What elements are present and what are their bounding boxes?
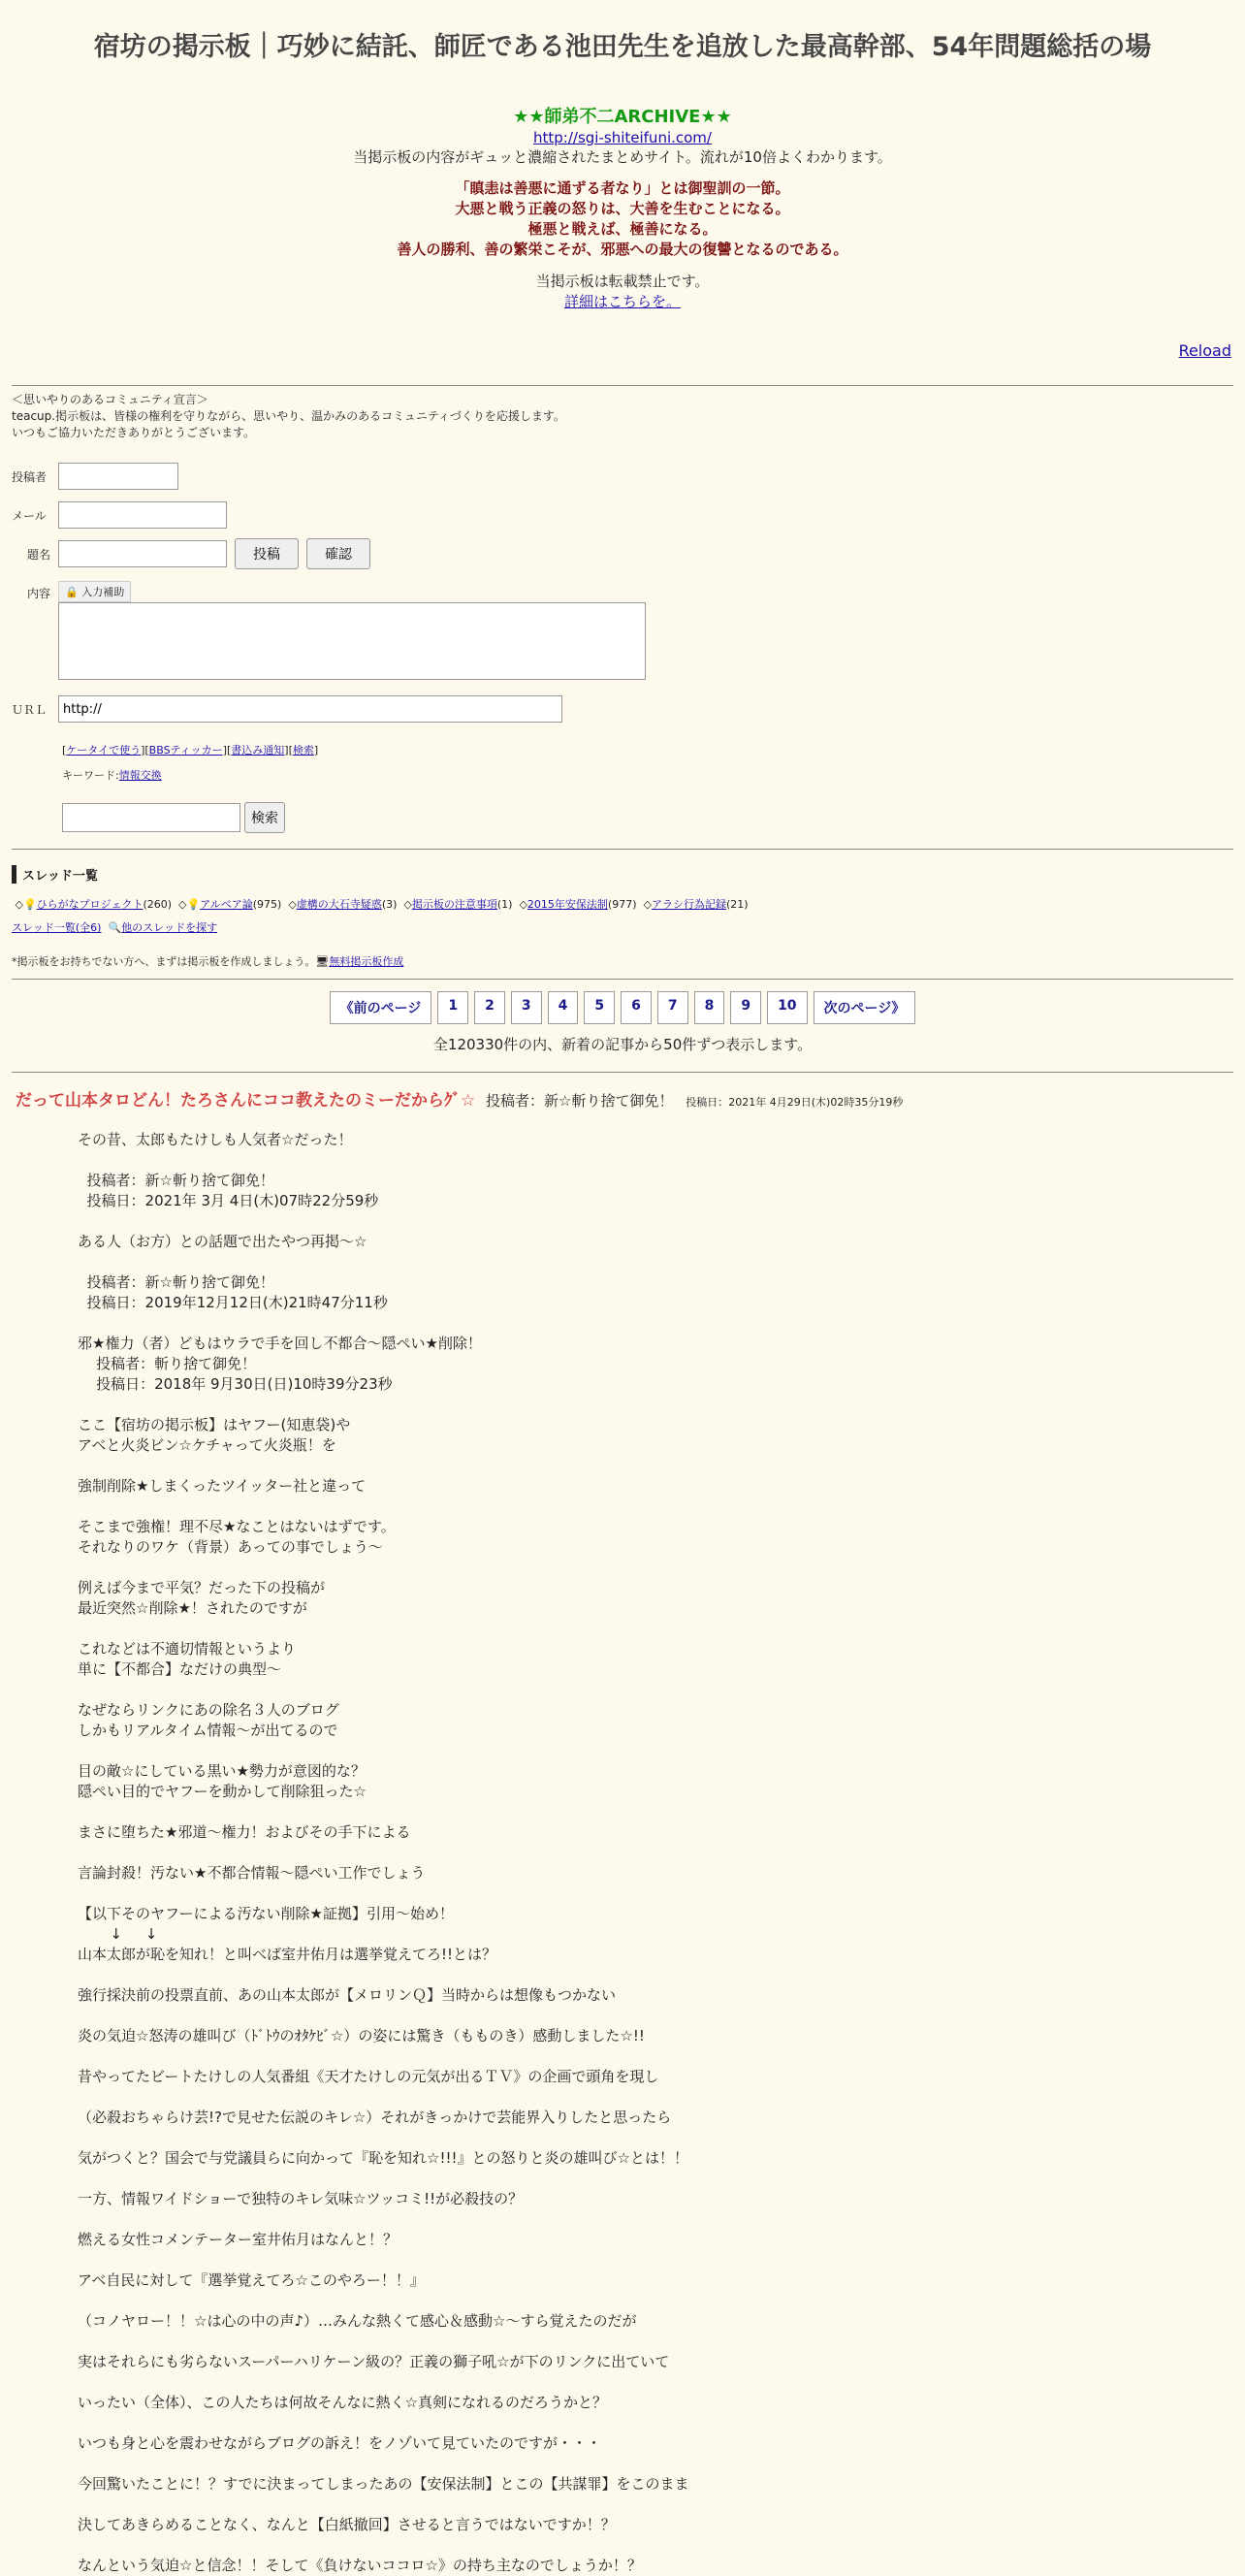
thread-link[interactable]: 掲示板の注意事項: [411, 898, 497, 911]
thread-link[interactable]: 2015年安保法制: [527, 898, 608, 911]
thread-link[interactable]: アラシ行為記録: [651, 898, 726, 911]
thread-link[interactable]: アルベア論: [200, 898, 253, 911]
notify-link[interactable]: 書込み通知: [231, 744, 285, 757]
next-page-button[interactable]: 次のページ》: [814, 991, 916, 1024]
declaration-text: teacup.掲示板は、皆様の権利を守りながら、思いやり、温かみのあるコミュニティづくりを応援します。: [12, 409, 565, 423]
content-label: 内容: [26, 587, 50, 600]
subject-label: 題名: [26, 547, 50, 562]
page-button[interactable]: 1: [437, 991, 468, 1024]
post-author: 投稿者：新☆斬り捨て御免！: [486, 1092, 674, 1110]
subject-input[interactable]: [58, 540, 227, 567]
thread-count: (260): [143, 898, 173, 911]
post-form: [12, 457, 1233, 833]
promo: [12, 953, 1233, 969]
thread-list-heading: スレッド一覧: [12, 865, 1233, 884]
bulb-icon: 💡: [22, 898, 37, 911]
page-button[interactable]: 9: [730, 991, 761, 1024]
thread-count: (975): [252, 898, 282, 911]
archive-link[interactable]: http://sgi-shiteifuni.com/: [533, 129, 712, 146]
archive-label: ★★師弟不二ARCHIVE★★: [513, 107, 732, 127]
page-title: 宿坊の掲示板｜巧妙に結託、師匠である池田先生を追放した最高幹部、54年問題総括の場: [93, 32, 1152, 62]
other-threads-link[interactable]: 他のスレッドを探す: [121, 921, 218, 934]
url-input[interactable]: [58, 695, 562, 723]
thread-count: (3): [381, 898, 398, 911]
confirm-button[interactable]: 確認: [306, 538, 370, 569]
notice-block: [12, 272, 1233, 312]
post-date: 投稿日：2021年 4月29日(木)02時35分19秒: [686, 1096, 904, 1109]
page-button[interactable]: 6: [621, 991, 652, 1024]
divider: [12, 1072, 1233, 1073]
input-helper-label: 入力補助: [81, 586, 125, 598]
free-board-link[interactable]: 無料掲示板作成: [329, 955, 404, 968]
post-title: だって山本タロどん！たろさんにココ教えたのミーだからｸﾞ☆: [16, 1091, 476, 1111]
keyword-label: キーワード:: [62, 769, 119, 782]
page-button[interactable]: 3: [511, 991, 542, 1024]
board-icon: 🖥: [315, 955, 330, 968]
search-icon: 🔍: [108, 921, 122, 934]
quote-line: 大悪と戦う正義の怒りは、大善を生むことになる。: [455, 200, 790, 217]
archive-description: 当掲示板の内容がギュッと濃縮されたまとめサイト。流れが10倍よくわかります。: [353, 148, 892, 166]
notice-detail-link[interactable]: 詳細はこちらを。: [563, 293, 681, 310]
url-label: ＵＲＬ: [12, 702, 48, 717]
lock-icon: 🔒: [65, 586, 79, 598]
search-link[interactable]: 検索: [292, 744, 314, 757]
thread-count: (1): [496, 898, 513, 911]
page-button[interactable]: 8: [694, 991, 725, 1024]
content-textarea[interactable]: [58, 602, 646, 680]
mail-input[interactable]: [58, 501, 227, 529]
all-threads-link[interactable]: スレッド一覧(全6): [12, 921, 102, 934]
keyword-row: [62, 767, 1233, 783]
quote-line: 善人の勝利、善の繁栄こそが、邪悪への最大の復讐となるのである。: [397, 241, 848, 258]
post-body: その昔、太郎もたけしも人気者☆だった！ 投稿者：新☆斬り捨て御免！ 投稿日：2021年 3月 4日(木)07時22分59秒 ある人（お方）との話題で出たやつ再掲～☆ 投稿者：新☆斬り捨て御免！ 投稿日：2019年12月12日(木)21時47分11秒 邪★権力（者）どもはウラで手を回し不都合～隠ぺい★削除！ 投稿者：斬り捨て御免！ 投稿日：2018年 9月30日(日)10時39分23秒 ここ【宿坊の掲示板】はヤフー(知恵袋)や アベと火炎ビン☆ケチャって火炎瓶！を 強制削除★しまくったツイッター社と違って そこまで強権！理不尽★なことはないはずです。 それなりのワケ（背景）あっての事でしょう～ 例えば今まで平気？だった下の投稿が 最近突然☆削除★！されたのですが これなどは不適切情報というより 単に【不都合】なだけの典型～ なぜならリンクにあの除名３人のブログ しかもリアルタイム情報～が出てるので 目の敵☆にしている黒い★勢力が意図的な？ 隠ぺい目的でヤフーを動かして削除狙った☆ まさに堕ちた★邪道～権力！およびその手下による 言論封殺！汚ない★不都合情報～隠ぺい工作でしょう 【以下そのヤフーによる汚ない削除★証拠】引用～始め！ ↓ ↓ 山本太郎が恥を知れ！と叫べば室井佑月は選挙覚えてろ!!とは？ 強行採決前の投票直前、あの山本太郎が【メロリンＱ】当時からは想像もつかない 炎の気迫☆怒涛の雄叫び（ﾄﾞﾄｳのｵﾀｹﾋﾞ☆）の姿には驚き（もものき）感動しました☆!! 昔やってたビートたけしの人気番組《天才たけしの元気が出るＴＶ》の企画で頭角を現し （必殺おちゃらけ芸!?で見せた伝説のキレ☆）それがきっかけで芸能界入りしたと思ったら 気がつくと？国会で与党議員らに向かって『恥を知れ☆!!!』との怒りと炎の雄叫び☆とは！！ 一方、情報ワイドショーで独特のキレ気味☆ツッコミ!!が必殺技の？ 燃える女性コメンテーター室井佑月はなんと！？ アベ自民に対して『選挙覚えてろ☆このやろー！！』 （コノヤロー！！☆は心の中の声♪）…みんな熱くて感心＆感動☆～すら覚えたのだが 実はそれらにも劣らないスーパーハリケーン級の？正義の獅子吼☆が下のリンクに出ていて いったい（全体）、この人たちは何故そんなに熱く☆真剣になれるのだろうかと？ いつも身と心を震わせながらブログの訴え！をノゾいて見ていたのですが・・・ 今回驚いたことに！？すでに決まってしまったあの【安保法制】とこの【共謀罪】をこのまま 決してあきらめることなく、なんと【白紙撤回】させると言うではないですか！？ なんという気迫☆と信念！！そして《負けないココロ☆》の持ち主なのでしょうか！？: [78, 1131, 689, 2574]
page-button[interactable]: 2: [474, 991, 505, 1024]
bulb-icon: 💡: [186, 898, 201, 911]
ticker-link[interactable]: BBSティッカー: [148, 744, 223, 757]
community-declaration: [12, 392, 1233, 441]
keyword-link[interactable]: 情報交換: [118, 769, 162, 782]
post-header: [12, 1086, 1233, 1111]
post-button[interactable]: 投稿: [235, 538, 299, 569]
declaration-heading: ＜思いやりのあるコミュニティ宣言＞: [12, 393, 208, 406]
form-links: [ケータイで使う][BBSティッカー][書込み通知][検索]: [62, 744, 319, 757]
page-button[interactable]: 5: [584, 991, 615, 1024]
thread-list: ◇💡ひらがなプロジェクト(260) ◇💡アルベア論(975) ◇虚構の大石寺疑惑(3) ◇掲示板の注意事項(1) ◇2015年安保法制(977) ◇アラシ行為記録(21) スレッド一覧(全6) 🔍他のスレッドを探す: [12, 898, 749, 934]
reload-link[interactable]: Reload: [1178, 341, 1231, 360]
author-input[interactable]: [58, 463, 178, 490]
quote-line: 極悪と戦えば、極善になる。: [527, 220, 718, 238]
divider: [12, 849, 1233, 850]
author-label: 投稿者: [12, 469, 48, 484]
search-row: [62, 802, 1233, 833]
divider: [12, 979, 1233, 980]
divider: [12, 385, 1233, 386]
quote-line: 「瞋恚は善悪に通ずる者なり」とは御聖訓の一節。: [455, 179, 790, 197]
quote-block: [12, 178, 1233, 260]
prev-page-button[interactable]: 《前のページ: [330, 991, 432, 1024]
thread-count: (977): [607, 898, 637, 911]
thread-link[interactable]: 虚構の大石寺疑惑: [296, 898, 382, 911]
search-button[interactable]: 検索: [244, 802, 285, 833]
thread-link[interactable]: ひらがなプロジェクト: [36, 898, 144, 911]
reprint-notice: 当掲示板は転載禁止です。: [535, 273, 710, 290]
post-count: 全120330件の内、新着の記事から50件ずつ表示します。: [432, 1036, 813, 1053]
search-input[interactable]: [62, 803, 240, 832]
mobile-link[interactable]: ケータイで使う: [66, 744, 142, 757]
mail-label: メール: [12, 508, 47, 523]
page-button[interactable]: 4: [548, 991, 579, 1024]
input-helper-button[interactable]: [58, 581, 131, 602]
page-button[interactable]: 7: [657, 991, 688, 1024]
promo-text: *掲示板をお持ちでない方へ、まずは掲示板を作成しましょう。: [12, 955, 316, 968]
declaration-thanks: いつもご協力いただきありがとうございます。: [12, 426, 256, 439]
pagination: [12, 991, 1233, 1024]
thread-count: (21): [725, 898, 749, 911]
page-button[interactable]: 10: [767, 991, 807, 1024]
